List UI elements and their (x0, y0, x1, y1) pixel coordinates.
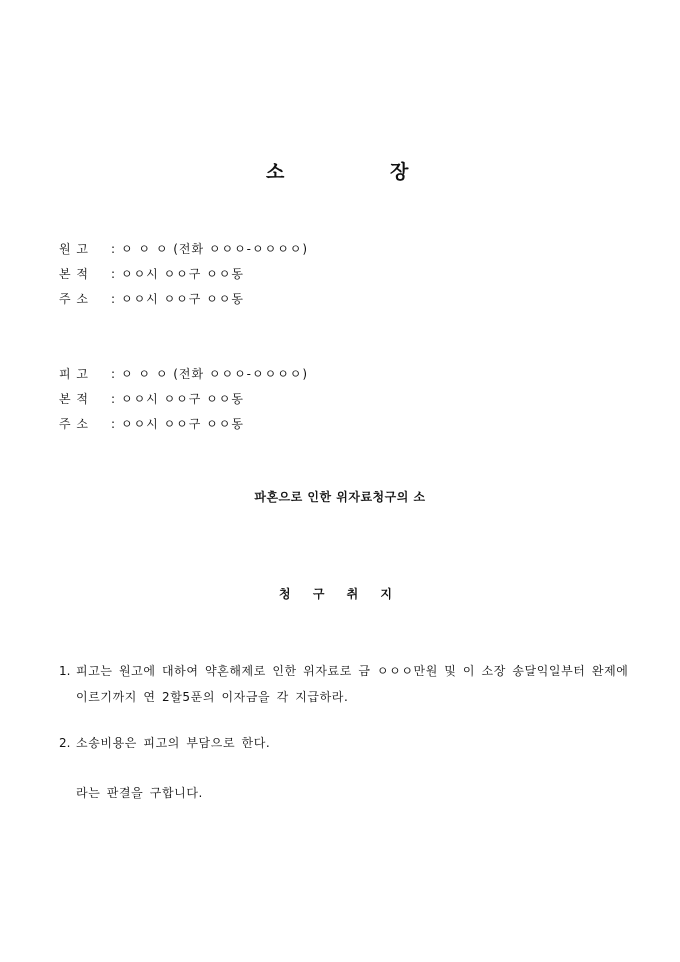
plaintiff-address-label: 주 소 (59, 292, 89, 306)
case-subject: 파혼으로 인한 위자료청구의 소 (254, 490, 426, 504)
plaintiff-domicile-label: 본 적 (59, 267, 89, 281)
defendant-domicile-label: 본 적 (59, 392, 89, 406)
claim-item-1 (59, 658, 634, 710)
title-char-jang: 장 (390, 161, 409, 183)
colon: : (111, 242, 116, 256)
claim-text: 소송비용은 피고의 부담으로 한다. (76, 736, 271, 750)
defendant-address-label: 주 소 (59, 417, 89, 431)
plaintiff-block (59, 240, 619, 315)
defendant-block (59, 365, 619, 440)
colon: : (111, 267, 116, 281)
colon: : (111, 417, 116, 431)
colon: : (111, 392, 116, 406)
plaintiff-name-row (59, 240, 619, 265)
claim-item-2 (59, 730, 634, 756)
colon: : (111, 367, 116, 381)
document-title (0, 157, 680, 187)
defendant-domicile-row (59, 390, 619, 415)
defendant-address-value: ㅇㅇ시 ㅇㅇ구 ㅇㅇ동 (121, 417, 244, 431)
claims-list (59, 658, 634, 776)
claim-heading: 청 구 취 지 (279, 587, 401, 601)
defendant-name-value: ㅇ ㅇ ㅇ (전화 ㅇㅇㅇ-ㅇㅇㅇㅇ) (121, 367, 309, 381)
title-char-so: 소 (266, 161, 285, 183)
plaintiff-domicile-value: ㅇㅇ시 ㅇㅇ구 ㅇㅇ동 (121, 267, 244, 281)
plaintiff-address-row (59, 290, 619, 315)
defendant-label: 피 고 (59, 367, 89, 381)
defendant-name-row (59, 365, 619, 390)
claim-number: 2. (59, 736, 71, 750)
colon: : (111, 292, 116, 306)
defendant-address-row (59, 415, 619, 440)
claim-text: 피고는 원고에 대하여 약혼해제로 인한 위자료로 금 ㅇㅇㅇ만원 및 이 소장 송달익일부터 완제에 이르기까지 연 2할5푼의 이자금을 각 지급하라. (76, 664, 629, 704)
plaintiff-address-value: ㅇㅇ시 ㅇㅇ구 ㅇㅇ동 (121, 292, 244, 306)
defendant-domicile-value: ㅇㅇ시 ㅇㅇ구 ㅇㅇ동 (121, 392, 244, 406)
closing-statement: 라는 판결을 구합니다. (76, 786, 203, 800)
claim-number: 1. (59, 664, 71, 678)
plaintiff-name-value: ㅇ ㅇ ㅇ (전화 ㅇㅇㅇ-ㅇㅇㅇㅇ) (121, 242, 309, 256)
plaintiff-domicile-row (59, 265, 619, 290)
plaintiff-label: 원 고 (59, 242, 89, 256)
